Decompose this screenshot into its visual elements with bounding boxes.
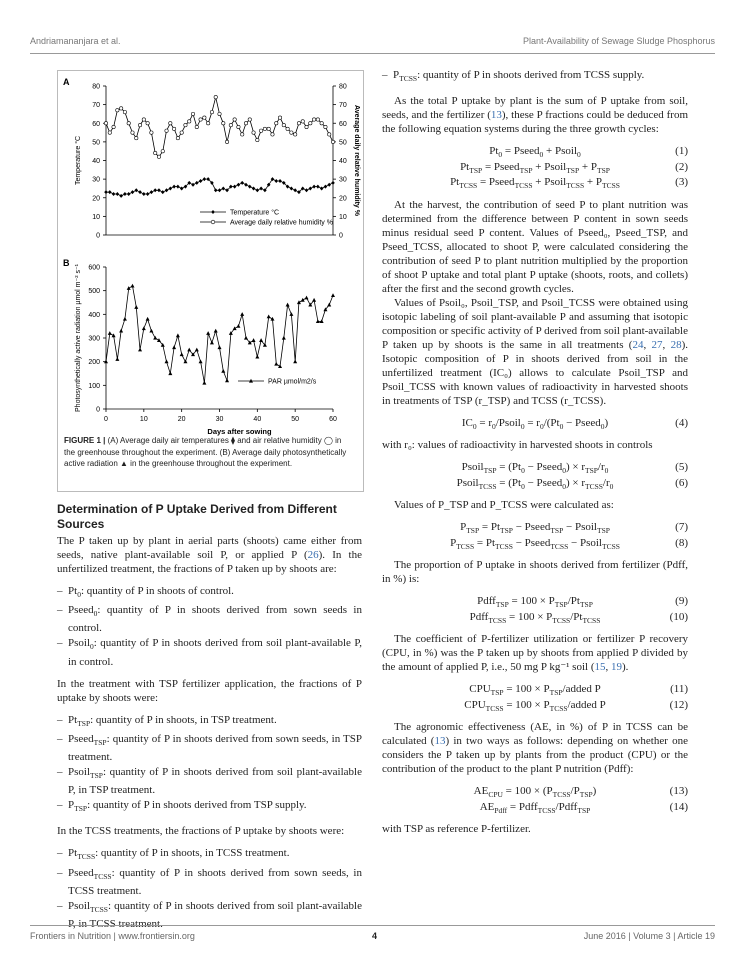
data-point bbox=[108, 131, 111, 134]
data-point bbox=[188, 120, 191, 123]
data-point bbox=[146, 122, 149, 125]
x-tick-label: 60 bbox=[329, 416, 337, 423]
data-point bbox=[203, 177, 207, 181]
y-tick-label: 300 bbox=[88, 335, 100, 343]
data-point bbox=[331, 140, 334, 143]
data-point bbox=[331, 293, 335, 297]
x-tick-label: 50 bbox=[291, 416, 300, 423]
data-point bbox=[256, 188, 260, 192]
data-point bbox=[263, 127, 266, 130]
data-point bbox=[229, 123, 232, 126]
data-point bbox=[282, 336, 286, 340]
data-point bbox=[138, 190, 142, 194]
left-column bbox=[57, 502, 362, 939]
equation-1: $Pt_0$ = Pseed$_0$ + Psoil$_0$ (1) bbox=[489, 145, 688, 160]
data-point bbox=[256, 138, 259, 141]
paragraph: with TSP as reference P-fertilizer. bbox=[382, 823, 531, 836]
data-point bbox=[203, 116, 206, 119]
data-point bbox=[233, 326, 237, 330]
footer-journal: Frontiers in Nutrition | www.frontiersin.org bbox=[30, 931, 195, 941]
data-point bbox=[248, 185, 252, 189]
data-point bbox=[119, 107, 122, 110]
data-point bbox=[199, 359, 203, 363]
legend-label: Temperature °C bbox=[230, 209, 280, 217]
data-point bbox=[218, 188, 222, 192]
y-tick-label: 10 bbox=[92, 213, 100, 221]
data-point bbox=[142, 192, 146, 196]
data-point bbox=[237, 183, 241, 187]
data-point bbox=[252, 131, 255, 134]
data-point bbox=[131, 190, 135, 194]
panel-label: B bbox=[63, 258, 70, 268]
data-point bbox=[149, 329, 153, 333]
data-point bbox=[214, 95, 217, 98]
data-point bbox=[240, 181, 244, 185]
figure-1-charts bbox=[58, 71, 363, 436]
x-tick-label: 40 bbox=[253, 416, 262, 423]
data-point bbox=[252, 338, 256, 342]
data-point bbox=[172, 345, 176, 349]
data-point bbox=[138, 123, 141, 126]
data-point bbox=[199, 118, 202, 121]
data-point bbox=[259, 186, 263, 190]
data-point bbox=[327, 183, 331, 187]
equation-14: $AE_{Pdff}$ = Pdff$_{TCSS}$/Pdff$_{TSP}$ (14) bbox=[479, 800, 688, 815]
data-point bbox=[134, 188, 138, 192]
data-point bbox=[225, 378, 229, 382]
data-point bbox=[286, 127, 289, 130]
y2-tick-label: 50 bbox=[339, 139, 347, 147]
list-item: – $Pt_{TCSS}$: quantity of P in shoots, in TCSS treatment. bbox=[57, 846, 362, 864]
data-point bbox=[252, 186, 256, 190]
list-tcss bbox=[57, 846, 362, 931]
data-point bbox=[161, 190, 165, 194]
data-point bbox=[210, 110, 213, 113]
equation-block-1-3 bbox=[382, 144, 688, 190]
data-point bbox=[278, 116, 281, 119]
data-point bbox=[244, 183, 248, 187]
legend-marker bbox=[211, 220, 215, 224]
legend-label: PAR µmol/m2/s bbox=[268, 378, 317, 386]
equation-6: Psoil$_{TCSS}$ = ($Pt_0$ − Pseed$_0$) × $r_{TCSS}/r_0$ (6) bbox=[456, 476, 688, 491]
data-point bbox=[115, 357, 119, 361]
list-item-ptcss bbox=[382, 68, 688, 86]
equation-2: $Pt_{TSP}$ = Pseed$_{TSP}$ + Psoil$_{TSP}$ + $P_{TSP}$ (2) bbox=[460, 160, 688, 175]
y-tick-label: 400 bbox=[88, 311, 100, 319]
x-tick-label: 10 bbox=[139, 416, 148, 423]
data-point bbox=[297, 122, 300, 125]
page-footer bbox=[30, 925, 715, 941]
paragraph: In the treatment with TSP fertilizer application, the fractions of P uptake by shoots were: bbox=[57, 677, 362, 704]
y2-tick-label: 20 bbox=[339, 195, 347, 203]
data-point bbox=[221, 186, 225, 190]
data-point bbox=[221, 369, 225, 373]
data-point bbox=[176, 333, 180, 337]
data-point bbox=[278, 364, 282, 368]
data-point bbox=[138, 348, 142, 352]
y-axis-label: Temperature °C bbox=[75, 135, 82, 186]
data-point bbox=[191, 112, 194, 115]
equation-block-5-6 bbox=[382, 460, 688, 490]
data-point bbox=[244, 336, 248, 340]
data-point bbox=[233, 185, 237, 189]
paragraph: The P taken up by plant in aerial parts (shoots) came either from seeds, native plant-available soil P, or applied P (26). In the unfertilized treatment, the fractions of P taken up by shoots are: bbox=[57, 535, 362, 575]
y-tick-label: 0 bbox=[96, 232, 100, 240]
y-tick-label: 600 bbox=[88, 264, 100, 272]
data-point bbox=[278, 179, 282, 183]
x-axis-label: Days after sowing bbox=[207, 427, 272, 436]
header-title: Plant-Availability of Sewage Sludge Phosphorus bbox=[523, 36, 715, 46]
list-item: – Psoil$_0$: quantity of P in shoots derived from soil plant-available P, in control. bbox=[57, 636, 362, 668]
data-point bbox=[112, 333, 116, 337]
data-point bbox=[297, 300, 301, 304]
y-tick-label: 200 bbox=[88, 359, 100, 367]
panel-label: A bbox=[63, 77, 70, 87]
data-point bbox=[150, 131, 153, 134]
paragraph: The agronomic effectiveness (AE, in %) of P in TCSS can be calculated (13) in two ways as follows: depending on whether one considers the P taken up by plants from the product (CPU) or the contribution of the product to the plant P nutrition (Pdff): bbox=[382, 721, 688, 776]
running-header bbox=[30, 36, 715, 46]
data-point bbox=[127, 122, 130, 125]
data-point bbox=[218, 345, 222, 349]
x-tick-label: 20 bbox=[177, 416, 186, 423]
data-point bbox=[112, 192, 116, 196]
y2-tick-label: 80 bbox=[339, 83, 347, 91]
data-point bbox=[301, 298, 305, 302]
paragraph: Values of P_TSP and P_TCSS were calculated as: bbox=[394, 499, 614, 512]
data-point bbox=[119, 329, 123, 333]
list-control bbox=[57, 584, 362, 669]
paragraph: The proportion of P uptake in shoots derived from fertilizer (Pdff, in %) is: bbox=[382, 559, 688, 586]
list-item: – $Pt_{TSP}$: quantity of P in shoots, in TSP treatment. bbox=[57, 713, 362, 731]
data-point bbox=[123, 192, 127, 196]
equation-10: Pdff$_{TCSS}$ = $100 \times P_{TCSS}/Pt_{TCSS}$ (10) bbox=[469, 610, 688, 625]
data-point bbox=[130, 284, 134, 288]
equation-13: $AE_{CPU} = 100 \times (P_{TCSS}/P_{TSP})$ (13) bbox=[473, 785, 688, 800]
data-point bbox=[293, 359, 297, 363]
y2-tick-label: 30 bbox=[339, 176, 347, 184]
data-point bbox=[331, 181, 335, 185]
equation-4: $IC_0$ = $r_0/Psoil_0 = r_0/(Pt_0$ − Pseed$_0$) (4) bbox=[461, 416, 688, 431]
data-point bbox=[165, 359, 169, 363]
data-point bbox=[324, 185, 328, 189]
right-column bbox=[382, 68, 688, 836]
data-point bbox=[236, 324, 240, 328]
list-item: – Pseed$_{TCSS}$: quantity of P in shoots derived from sown seeds, in TCSS treatment. bbox=[57, 866, 362, 898]
data-point bbox=[320, 122, 323, 125]
equation-5: Psoil$_{TSP}$ = ($Pt_0$ − Pseed$_0$) × $r_{TSP}/r_0$ (5) bbox=[461, 461, 688, 476]
figure-1 bbox=[57, 70, 364, 492]
y-tick-label: 40 bbox=[92, 158, 100, 165]
legend-label: Average daily relative humidity % bbox=[230, 219, 333, 227]
data-point bbox=[328, 133, 331, 136]
data-point bbox=[180, 131, 183, 134]
y2-tick-label: 0 bbox=[339, 232, 343, 240]
y2-tick-label: 10 bbox=[339, 213, 347, 221]
reference-link[interactable]: 24 bbox=[632, 338, 644, 351]
data-point bbox=[116, 109, 119, 112]
data-point bbox=[112, 125, 115, 128]
data-point bbox=[312, 185, 316, 189]
equation-block-9-10 bbox=[382, 594, 688, 624]
data-point bbox=[282, 123, 285, 126]
equation-block-7-8 bbox=[382, 520, 688, 550]
data-point bbox=[218, 112, 221, 115]
reference-link[interactable]: 19 bbox=[611, 661, 622, 674]
caption-text: (A) Average daily air temperatures ⧫ and air relative humidity ◯ in the greenhouse throughout the experiment. (B) Average daily photosynthetically active radiation ▲ in the greenhouse throughout the experiment. bbox=[64, 436, 347, 468]
data-point bbox=[195, 125, 198, 128]
y-tick-label: 70 bbox=[92, 102, 100, 110]
paragraph: At the harvest, the contribution of seed P to plant nutrition was determined from the difference between P content in sown seeds minus residual seed P content. Values of Pseed₀, Pseed_TSP, and Pseed_TCSS, allocated to shoot P, were calculated considering the contribution of seed P to plant nutrition multiplied by the proportion of shoot P uptake and total plant P uptake (shoots, roots, and collets) after the first and the second growth cycles. bbox=[382, 198, 688, 295]
list-item: – $Pt_0$: quantity of P in shoots of control. bbox=[57, 584, 362, 602]
y-tick-label: 100 bbox=[88, 382, 100, 390]
data-point bbox=[293, 133, 296, 136]
data-point bbox=[161, 149, 164, 152]
y-tick-label: 30 bbox=[92, 176, 100, 184]
data-point bbox=[187, 348, 191, 352]
y-tick-label: 0 bbox=[96, 406, 100, 414]
data-point bbox=[286, 303, 290, 307]
data-point bbox=[127, 192, 131, 196]
x-tick-label: 0 bbox=[104, 416, 108, 423]
data-point bbox=[275, 122, 278, 125]
figure-caption bbox=[64, 435, 354, 470]
data-point bbox=[180, 186, 184, 190]
reference-link[interactable]: 26 bbox=[307, 549, 319, 561]
data-point bbox=[169, 186, 173, 190]
data-point bbox=[267, 127, 270, 130]
data-point bbox=[146, 192, 150, 196]
data-point bbox=[237, 125, 240, 128]
header-rule bbox=[30, 53, 715, 54]
equation-11: $CPU_{TSP} = 100$ × $P_{TSP}$/added P (11) bbox=[469, 683, 688, 698]
data-point bbox=[259, 129, 262, 132]
page-number: 4 bbox=[372, 931, 378, 941]
data-point bbox=[316, 118, 319, 121]
data-point bbox=[165, 129, 168, 132]
data-point bbox=[195, 348, 199, 352]
list-item: – Psoil$_{TCSS}$: quantity of P in shoots derived from soil plant-available P, in TCSS treatment. bbox=[57, 899, 362, 931]
equation-7: $P_{TSP} = Pt_{TSP}$ − Pseed$_{TSP}$ − Psoil$_{TSP}$ (7) bbox=[460, 521, 688, 536]
data-point bbox=[210, 341, 214, 345]
data-point bbox=[274, 362, 278, 366]
data-point bbox=[146, 317, 150, 321]
caption-label: FIGURE 1 | bbox=[64, 436, 106, 445]
equation-8: $P_{TCSS} = Pt_{TCSS}$ − Pseed$_{TCSS}$ − Psoil$_{TCSS}$ (8) bbox=[450, 536, 688, 551]
data-point bbox=[172, 127, 175, 130]
data-point bbox=[248, 118, 251, 121]
equation-block-13-14 bbox=[382, 784, 688, 814]
data-point bbox=[255, 355, 259, 359]
data-point bbox=[324, 125, 327, 128]
equation-12: $CPU_{TCSS} = 100$ × $P_{TCSS}$/added P (12) bbox=[464, 698, 688, 713]
equation-3: $Pt_{TCSS}$ = Pseed$_{TCSS}$ + Psoil$_{TCSS}$ + $P_{TCSS}$ (3) bbox=[450, 176, 688, 191]
data-point bbox=[312, 298, 316, 302]
data-point bbox=[293, 188, 297, 192]
y2-axis-label: Average daily relative humidity % bbox=[353, 104, 360, 217]
data-point bbox=[309, 186, 313, 190]
y2-tick-label: 70 bbox=[339, 102, 347, 110]
paragraph: Values of Psoil₀, Psoil_TSP, and Psoil_TCSS were obtained using isotopic labeling of soil plant-available P and assuming that isotopic composition or specific activity of P derived from soil plant-available P taken up by shoots is the same in all treatments (24, 27, 28). Isotopic composition of P in shoots derived from soil in the unfertilized treatment (IC₀) allows to calculate Psoil_TSP and Psoil_TCSS with known values of radioactivity in harvested shoots in treatments of TSP (r_TSP) and TCSS (r_TCSS). bbox=[382, 296, 688, 407]
reference-link[interactable]: 27 bbox=[651, 338, 663, 351]
data-point bbox=[184, 123, 187, 126]
data-point bbox=[172, 185, 176, 189]
y-tick-label: 80 bbox=[92, 83, 100, 91]
data-point bbox=[104, 122, 107, 125]
list-item: – $P_{TCSS}$: quantity of P in shoots derived from TCSS supply. bbox=[382, 68, 688, 86]
data-point bbox=[320, 186, 324, 190]
section-heading: Determination of P Uptake Derived from Different Sources bbox=[57, 502, 337, 531]
equation-block-4 bbox=[382, 416, 688, 431]
footer-issue: June 2016 | Volume 3 | Article 19 bbox=[583, 931, 715, 941]
header-authors: Andriamananjara et al. bbox=[30, 36, 121, 46]
data-point bbox=[157, 188, 161, 192]
data-point bbox=[202, 381, 206, 385]
data-point bbox=[142, 118, 145, 121]
data-point bbox=[305, 188, 309, 192]
reference-link[interactable]: 28 bbox=[670, 338, 682, 351]
data-point bbox=[289, 312, 293, 316]
data-point bbox=[153, 336, 157, 340]
data-point bbox=[135, 136, 138, 139]
data-point bbox=[165, 188, 169, 192]
y2-tick-label: 60 bbox=[339, 120, 347, 128]
data-point bbox=[150, 190, 154, 194]
data-point bbox=[134, 305, 138, 309]
data-point bbox=[157, 338, 161, 342]
data-point bbox=[191, 183, 195, 187]
reference-link[interactable]: 13 bbox=[434, 735, 446, 748]
equation-9: Pdff$_{TSP}$ = $100 \times P_{TSP}/Pt_{TSP}$ (9) bbox=[477, 595, 688, 610]
paragraph: In the TCSS treatments, the fractions of P uptake by shoots were: bbox=[57, 825, 345, 838]
data-point bbox=[153, 151, 156, 154]
data-point bbox=[168, 371, 172, 375]
data-point bbox=[206, 122, 209, 125]
data-point bbox=[312, 118, 315, 121]
data-point bbox=[116, 192, 120, 196]
list-item: – Pseed$_0$: quantity of P in shoots derived from sown seeds in control. bbox=[57, 603, 362, 635]
data-point bbox=[123, 317, 127, 321]
list-item: – Psoil$_{TSP}$: quantity of P in shoots derived from soil plant-available P, in TSP treatment. bbox=[57, 765, 362, 797]
y-tick-label: 60 bbox=[92, 120, 100, 128]
data-point bbox=[259, 338, 263, 342]
data-point bbox=[327, 303, 331, 307]
list-item: – Pseed$_{TSP}$: quantity of P in shoots derived from sown seeds, in TSP treatment. bbox=[57, 732, 362, 764]
data-point bbox=[153, 188, 157, 192]
data-point bbox=[127, 286, 131, 290]
y-tick-label: 50 bbox=[92, 139, 100, 147]
x-tick-label: 30 bbox=[215, 416, 224, 423]
data-point bbox=[123, 110, 126, 113]
data-point bbox=[309, 122, 312, 125]
data-point bbox=[225, 140, 228, 143]
data-point bbox=[244, 122, 247, 125]
data-point bbox=[222, 122, 225, 125]
data-point bbox=[233, 118, 236, 121]
y2-tick-label: 40 bbox=[339, 158, 347, 165]
data-point bbox=[183, 359, 187, 363]
paragraph: with r₀: values of radioactivity in harvested shoots in controls bbox=[382, 439, 653, 452]
equation-block-11-12 bbox=[382, 682, 688, 712]
y-tick-label: 20 bbox=[92, 195, 100, 203]
data-point bbox=[176, 185, 180, 189]
data-point bbox=[270, 317, 274, 321]
data-point bbox=[180, 352, 184, 356]
data-point bbox=[274, 179, 278, 183]
reference-link[interactable]: 13 bbox=[490, 109, 502, 122]
data-point bbox=[267, 315, 271, 319]
data-point bbox=[169, 122, 172, 125]
legend-marker bbox=[211, 210, 215, 214]
paragraph: As the total P uptake by plant is the sum of P uptake from soil, seeds, and the fertilizer (13), these P fractions could be deduced from the following equation systems during the three growth cycles: bbox=[382, 95, 689, 136]
data-point bbox=[290, 131, 293, 134]
y-tick-label: 500 bbox=[88, 288, 100, 296]
list-tsp bbox=[57, 713, 362, 817]
data-point bbox=[176, 136, 179, 139]
data-point bbox=[316, 185, 320, 189]
data-point bbox=[214, 188, 218, 192]
data-point bbox=[271, 133, 274, 136]
data-point bbox=[104, 190, 108, 194]
data-point bbox=[305, 125, 308, 128]
list-item: – $P_{TSP}$: quantity of P in shoots derived from TSP supply. bbox=[57, 798, 362, 816]
data-point bbox=[131, 131, 134, 134]
data-point bbox=[157, 155, 160, 158]
data-point bbox=[290, 186, 294, 190]
data-point bbox=[241, 133, 244, 136]
data-point bbox=[199, 179, 203, 183]
data-point bbox=[119, 194, 123, 198]
data-point bbox=[108, 331, 112, 335]
data-point bbox=[240, 312, 244, 316]
y-axis-label: Photosynthetically active radiation µmol m⁻² s⁻¹ bbox=[75, 264, 82, 412]
data-point bbox=[305, 296, 309, 300]
data-point bbox=[142, 326, 146, 330]
data-point bbox=[108, 190, 112, 194]
data-point bbox=[214, 329, 218, 333]
data-point bbox=[206, 331, 210, 335]
data-point bbox=[195, 181, 199, 185]
data-point bbox=[301, 120, 304, 123]
paragraph: The coefficient of P-fertilizer utilization or fertilizer P recovery (CPU, in %) was the P taken up by shoots from applied P divided by the amount of applied P, i.e., 50 mg P kg⁻¹ soil (15, 19). bbox=[382, 633, 688, 674]
reference-link[interactable]: 15 bbox=[594, 661, 606, 674]
